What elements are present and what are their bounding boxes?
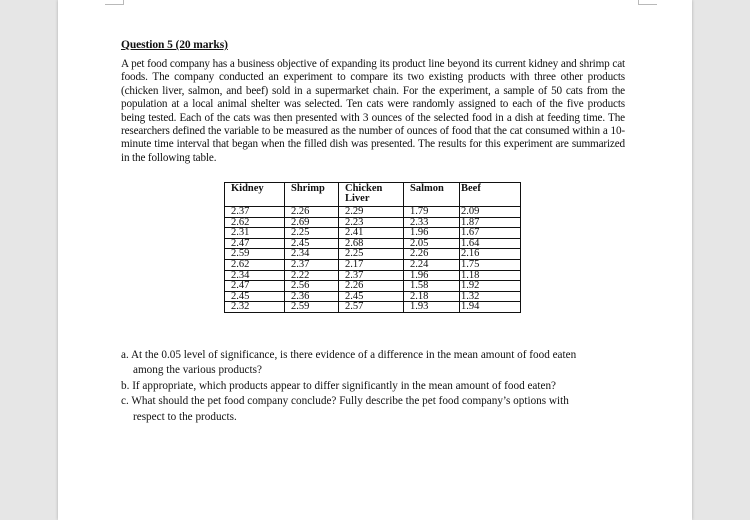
table-cell: 1.18 bbox=[460, 270, 521, 281]
part-a-line-2: among the various products? bbox=[133, 364, 262, 377]
table-row bbox=[225, 302, 521, 313]
table-cell: 2.45 bbox=[285, 238, 339, 249]
header-salmon: Salmon bbox=[404, 183, 460, 207]
results-table bbox=[224, 182, 521, 313]
table-cell: 2.34 bbox=[285, 249, 339, 260]
table-cell: 2.41 bbox=[339, 228, 404, 239]
part-c bbox=[121, 394, 621, 425]
question-heading: Question 5 (20 marks) bbox=[121, 39, 228, 51]
table-header-row bbox=[225, 183, 521, 207]
table-cell: 1.87 bbox=[460, 217, 521, 228]
table-cell: 2.47 bbox=[225, 281, 285, 292]
header-shrimp: Shrimp bbox=[285, 183, 339, 207]
table-cell: 2.37 bbox=[339, 270, 404, 281]
table-cell: 1.96 bbox=[404, 228, 460, 239]
table-cell: 2.09 bbox=[460, 207, 521, 218]
question-paragraph: A pet food company has a business objective of expanding its product line beyond its current kidney and shrimp cat foods. The company conducted an experiment to compare its two existing products with three other products (chicken liver, salmon, and beef) sold in a supermarket chain. For the experiment, a sample of 50 cats from the population at a local animal shelter was selected. Ten cats were randomly assigned to each of the five products being tested. Each of the cats was then presented with 3 ounces of the selected food in a dish at feeding time. The researchers defined the variable to be measured as the number of ounces of food that the cat consumed within a 10-minute time interval that began when the filled dish was presented. The results for this experiment are summarized in the following table. bbox=[121, 58, 625, 164]
table-cell: 2.59 bbox=[225, 249, 285, 260]
table-cell: 2.62 bbox=[225, 259, 285, 270]
header-chicken-liver: Chicken Liver bbox=[339, 183, 404, 207]
table-row bbox=[225, 291, 521, 302]
table-cell: 2.05 bbox=[404, 238, 460, 249]
part-a bbox=[121, 348, 621, 379]
table-cell: 1.58 bbox=[404, 281, 460, 292]
question-parts bbox=[121, 348, 621, 425]
table-cell: 1.75 bbox=[460, 259, 521, 270]
page-corner-mark-left bbox=[105, 0, 124, 5]
table-cell: 1.92 bbox=[460, 281, 521, 292]
table-cell: 2.23 bbox=[339, 217, 404, 228]
table-cell: 2.29 bbox=[339, 207, 404, 218]
table-cell: 2.45 bbox=[339, 291, 404, 302]
table-cell: 2.37 bbox=[285, 259, 339, 270]
table-cell: 1.94 bbox=[460, 302, 521, 313]
table-cell: 2.22 bbox=[285, 270, 339, 281]
table-cell: 2.47 bbox=[225, 238, 285, 249]
table-cell: 1.93 bbox=[404, 302, 460, 313]
table-cell: 2.16 bbox=[460, 249, 521, 260]
table-cell: 2.57 bbox=[339, 302, 404, 313]
table-cell: 2.33 bbox=[404, 217, 460, 228]
table-cell: 2.62 bbox=[225, 217, 285, 228]
table-row bbox=[225, 228, 521, 239]
table-cell: 1.64 bbox=[460, 238, 521, 249]
table-cell: 2.59 bbox=[285, 302, 339, 313]
table-row bbox=[225, 259, 521, 270]
part-b bbox=[121, 379, 621, 394]
header-kidney: Kidney bbox=[225, 183, 285, 207]
part-c-line-2: respect to the products. bbox=[133, 410, 237, 423]
table-cell: 1.79 bbox=[404, 207, 460, 218]
table-cell: 2.26 bbox=[404, 249, 460, 260]
table-cell: 2.25 bbox=[339, 249, 404, 260]
part-b-line-1: b. If appropriate, which products appear to differ significantly in the mean amount of food eaten? bbox=[121, 379, 557, 392]
table-row bbox=[225, 238, 521, 249]
table-cell: 2.26 bbox=[285, 207, 339, 218]
table-cell: 2.24 bbox=[404, 259, 460, 270]
table-cell: 1.67 bbox=[460, 228, 521, 239]
table-cell: 1.32 bbox=[460, 291, 521, 302]
table-cell: 2.32 bbox=[225, 302, 285, 313]
table-row bbox=[225, 207, 521, 218]
table-cell: 2.25 bbox=[285, 228, 339, 239]
table-cell: 1.96 bbox=[404, 270, 460, 281]
table-cell: 2.56 bbox=[285, 281, 339, 292]
table-cell: 2.18 bbox=[404, 291, 460, 302]
table-row bbox=[225, 270, 521, 281]
table-cell: 2.34 bbox=[225, 270, 285, 281]
table-cell: 2.68 bbox=[339, 238, 404, 249]
table-cell: 2.45 bbox=[225, 291, 285, 302]
table-cell: 2.36 bbox=[285, 291, 339, 302]
table-cell: 2.37 bbox=[225, 207, 285, 218]
table-body bbox=[225, 207, 521, 313]
table-cell: 2.69 bbox=[285, 217, 339, 228]
table-cell: 2.26 bbox=[339, 281, 404, 292]
part-a-line-1: a. At the 0.05 level of significance, is there evidence of a difference in the mean amount of food eaten bbox=[121, 349, 577, 361]
table-cell: 2.31 bbox=[225, 228, 285, 239]
table-cell: 2.17 bbox=[339, 259, 404, 270]
table-row bbox=[225, 217, 521, 228]
part-c-line-1: c. What should the pet food company conclude? Fully describe the pet food company’s options with bbox=[121, 395, 569, 408]
header-beef: Beef bbox=[460, 183, 521, 207]
table-row bbox=[225, 249, 521, 260]
table-row bbox=[225, 281, 521, 292]
page-corner-mark-right bbox=[638, 0, 657, 5]
